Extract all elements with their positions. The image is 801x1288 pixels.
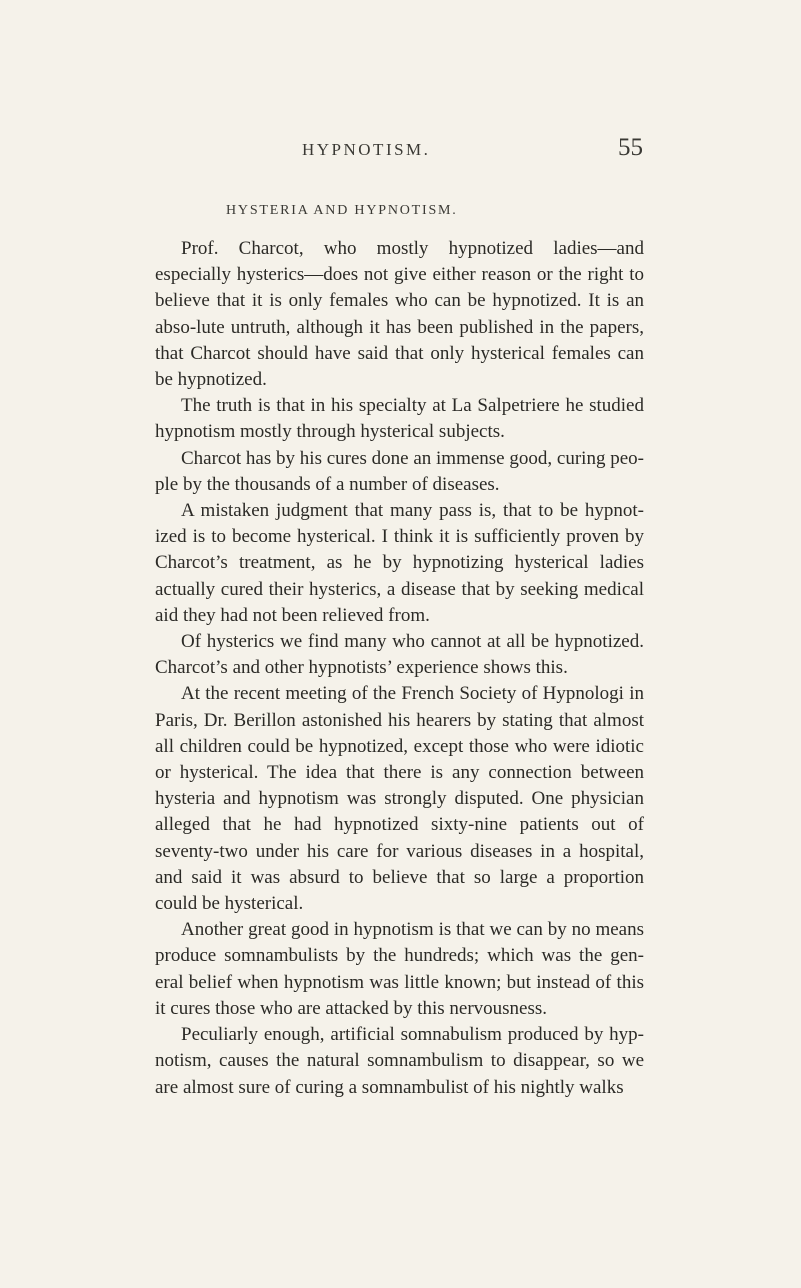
paragraph: Of hysterics we find many who cannot at all be hypnotized. Charcot’s and other hypnotists’ experience shows this. [155,631,644,679]
running-head [0,134,801,168]
page-number: 55 [618,134,643,161]
paragraph: The truth is that in his specialty at La Salpetriere he studied hypnotism mostly through hysterical subjects. [155,395,644,443]
body-text [155,236,644,1101]
paragraph: Peculiarly enough, artificial somnabulism produced by hyp-notism, causes the natural somnambulism to disappear, so we are almost sure of curing a somnambulist of his nightly walks [155,1024,644,1098]
paragraph: Charcot has by his cures done an immense good, curing peo-ple by the thousands of a number of diseases. [155,447,644,495]
paragraph: Prof. Charcot, who mostly hypnotized ladies—and especially hysterics—does not give either reason or the right to believe that it is only females who can be hypnotized. It is an abso-lute untruth, although it has been published in the papers, that Charcot should have said that only hysterical females can be hypnotized. [155,238,644,391]
paragraph: A mistaken judgment that many pass is, that to be hypnot-ized is to become hysterical. I think it is sufficiently proven by Charcot’s treatment, as he by hypnotizing hysterical ladies actually cured their hysterics, a disease that by seeking medical aid they had not been relieved from. [155,500,644,626]
running-title: HYPNOTISM. [302,140,431,159]
paragraph: At the recent meeting of the French Society of Hypnologi in Paris, Dr. Berillon astonished his hearers by stating that almost all children could be hypnotized, except those who were idiotic or hysterical. The idea that there is any connection between hysteria and hypnotism was strongly disputed. One physician alleged that he had hypnotized sixty-nine patients out of seventy-two under his care for various diseases in a hospital, and said it was absurd to believe that so large a proportion could be hysterical. [155,683,644,915]
section-heading: HYSTERIA AND HYPNOTISM. [226,203,458,218]
paragraph: Another great good in hypnotism is that we can by no means produce somnambulists by the hundreds; which was the gen-eral belief when hypnotism was little known; but instead of this it cures those who are attacked by this nervousness. [155,919,644,1019]
